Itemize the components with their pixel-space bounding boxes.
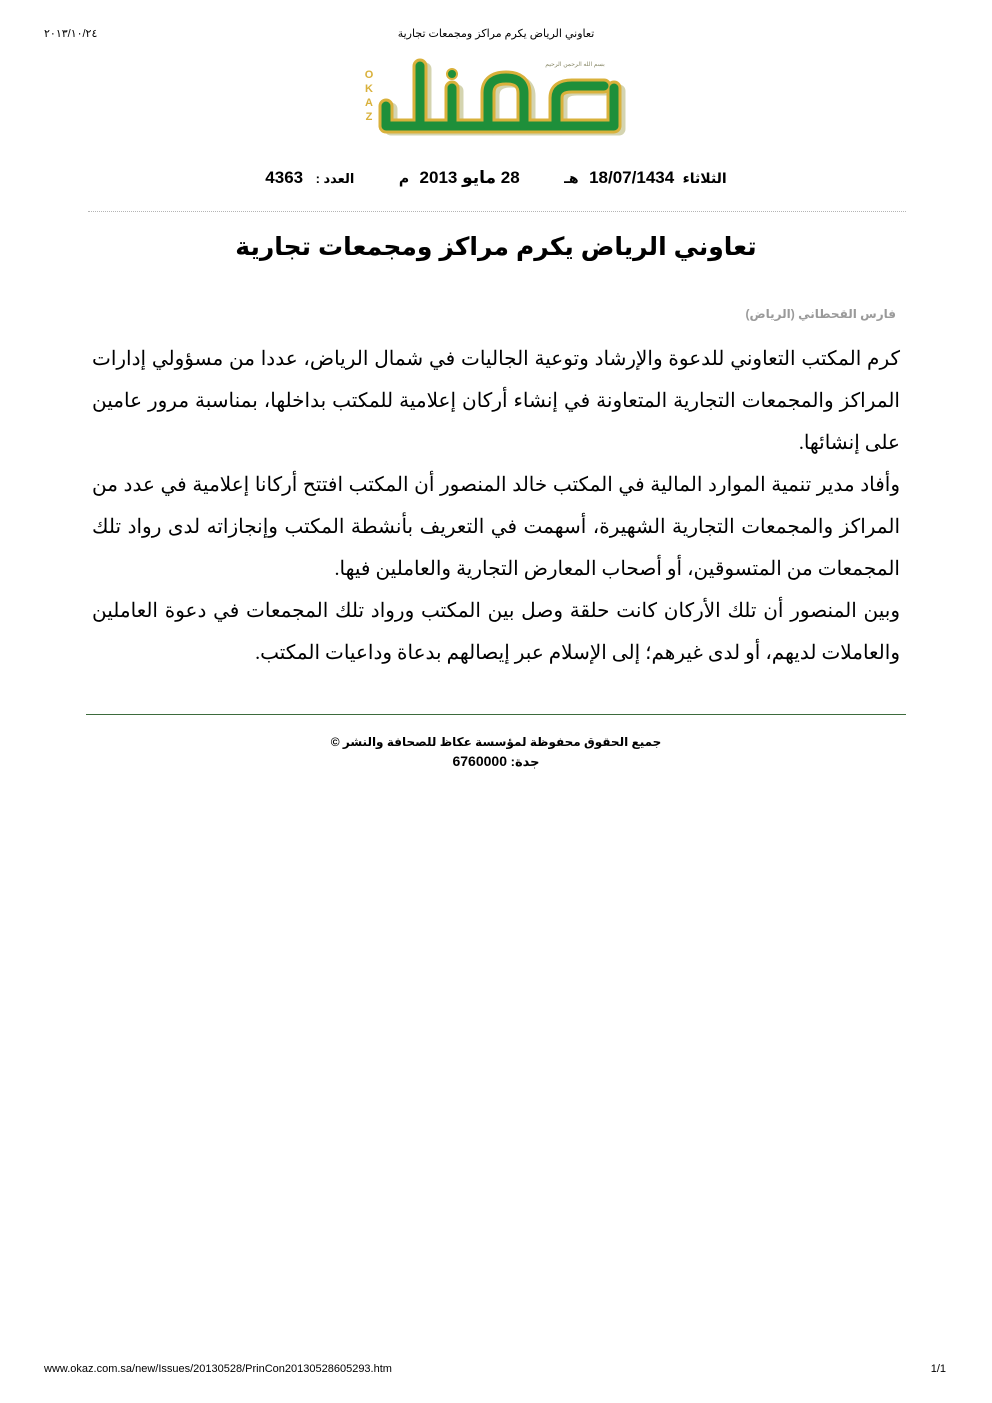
issue-hijri-suffix: هـ xyxy=(564,170,579,186)
article-paragraph: كرم المكتب التعاوني للدعوة والإرشاد وتوعية الجاليات في شمال الرياض، عددا من مسؤولي إدارات المراكز والمجمعات التجارية المتعاونة في إنشاء أركان إعلامية للمكتب بداخلها، بمناسبة مرور عامين على إنشائها. xyxy=(92,348,900,454)
article-headline: تعاوني الرياض يكرم مراكز ومجمعات تجارية xyxy=(235,233,757,261)
issue-number: 4363 xyxy=(265,168,304,187)
issue-day: الثلاثاء xyxy=(682,170,727,186)
logo-latin-z: Z xyxy=(365,111,373,123)
logo-latin-a: A xyxy=(365,97,373,109)
logo-latin-o: O xyxy=(364,69,374,81)
phone-number: 6760000 xyxy=(452,753,507,769)
issue-info xyxy=(0,168,992,190)
issue-gregorian-suffix: م xyxy=(398,170,410,186)
logo-latin-k: K xyxy=(365,83,373,95)
print-header-title: تعاوني الرياض يكرم مراكز ومجمعات تجارية xyxy=(397,28,595,40)
dotted-divider xyxy=(88,211,906,212)
contact-phone xyxy=(0,753,992,770)
okaz-logo[interactable] xyxy=(360,48,630,144)
issue-number-label: العدد : xyxy=(315,171,355,186)
footer-divider xyxy=(86,714,906,715)
issue-gregorian-date: 28 مايو 2013 xyxy=(419,168,520,187)
phone-label: جدة: xyxy=(510,754,540,769)
copyright-notice: جميع الحقوق محفوظة لمؤسسة عكاظ للصحافة والنشر © xyxy=(330,735,662,749)
article-byline: فارس القحطاني (الرياض) xyxy=(745,307,896,321)
page-count: 1/1 xyxy=(930,1363,946,1375)
article-paragraph: وبين المنصور أن تلك الأركان كانت حلقة وصل بين المكتب ورواد تلك المجمعات في دعوة العاملين والعاملات لديهم، أو لدى غيرهم؛ إلى الإسلام عبر إيصالهم بدعاة وداعيات المكتب. xyxy=(92,600,900,664)
article-body xyxy=(92,338,900,674)
article-paragraph: وأفاد مدير تنمية الموارد المالية في المكتب خالد المنصور أن المكتب افتتح أركانا إعلامية في عدد من المراكز والمجمعات التجارية الشهيرة، أسهمت في التعريف بأنشطة المكتب وإنجازاته لدى رواد تلك المجمعات من المتسوقين، أو أصحاب المعارض التجارية والعاملين فيها. xyxy=(92,474,900,580)
print-date: ٢٠١٣/١٠/٢٤ xyxy=(44,28,98,40)
logo-tagline: بسم الله الرحمن الرحيم xyxy=(545,62,605,68)
issue-hijri-date: 18/07/1434 xyxy=(589,168,675,187)
print-footer-url: www.okaz.com.sa/new/Issues/20130528/PrinCon20130528605293.htm xyxy=(44,1363,392,1375)
